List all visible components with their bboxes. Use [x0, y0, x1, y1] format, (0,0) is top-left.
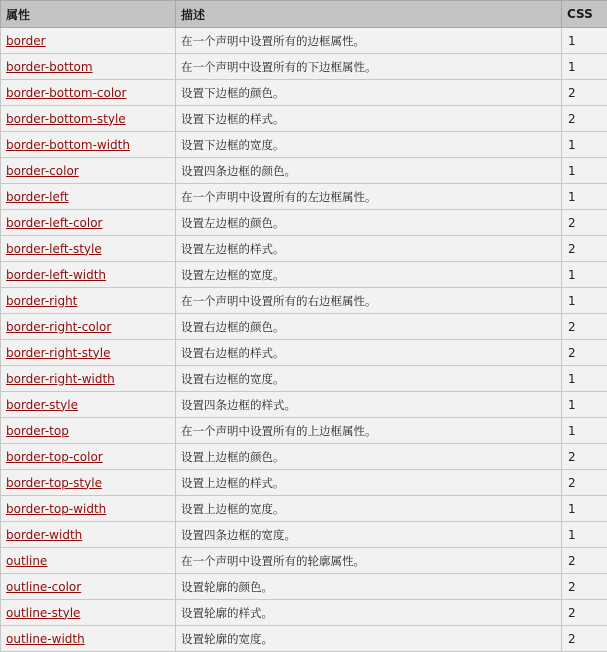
header-description: 描述: [176, 1, 562, 28]
description-cell: 设置右边框的颜色。: [176, 314, 562, 340]
property-cell: [1, 54, 176, 80]
header-row: [1, 1, 607, 28]
property-cell: [1, 470, 176, 496]
table-row: [1, 470, 607, 496]
description-cell: 设置左边框的宽度。: [176, 262, 562, 288]
table-row: [1, 418, 607, 444]
property-cell: [1, 574, 176, 600]
description-cell: 设置下边框的宽度。: [176, 132, 562, 158]
header-property: 属性: [1, 1, 176, 28]
property-cell: [1, 132, 176, 158]
property-link[interactable]: border-top-color: [6, 450, 103, 464]
description-cell: 在一个声明中设置所有的边框属性。: [176, 28, 562, 54]
table-row: [1, 522, 607, 548]
css-version-cell: 2: [562, 210, 607, 236]
table-row: [1, 54, 607, 80]
property-cell: [1, 262, 176, 288]
property-link[interactable]: border-left-style: [6, 242, 102, 256]
property-link[interactable]: outline-color: [6, 580, 81, 594]
description-cell: 在一个声明中设置所有的左边框属性。: [176, 184, 562, 210]
table-row: [1, 80, 607, 106]
property-cell: [1, 314, 176, 340]
property-cell: [1, 522, 176, 548]
table-row: [1, 262, 607, 288]
property-link[interactable]: border-left: [6, 190, 69, 204]
css-version-cell: 2: [562, 340, 607, 366]
table-row: [1, 340, 607, 366]
property-cell: [1, 392, 176, 418]
property-cell: [1, 184, 176, 210]
description-cell: 设置上边框的颜色。: [176, 444, 562, 470]
css-version-cell: 2: [562, 444, 607, 470]
description-cell: 在一个声明中设置所有的轮廓属性。: [176, 548, 562, 574]
css-version-cell: 1: [562, 418, 607, 444]
table-row: [1, 210, 607, 236]
css-version-cell: 2: [562, 626, 607, 652]
table-row: [1, 366, 607, 392]
property-cell: [1, 158, 176, 184]
table-row: [1, 132, 607, 158]
description-cell: 设置四条边框的颜色。: [176, 158, 562, 184]
description-cell: 设置下边框的颜色。: [176, 80, 562, 106]
description-cell: 在一个声明中设置所有的下边框属性。: [176, 54, 562, 80]
table-row: [1, 626, 607, 652]
css-version-cell: 2: [562, 470, 607, 496]
table-row: [1, 444, 607, 470]
css-version-cell: 2: [562, 548, 607, 574]
property-link[interactable]: border-bottom-color: [6, 86, 126, 100]
css-version-cell: 1: [562, 54, 607, 80]
description-cell: 设置轮廓的样式。: [176, 600, 562, 626]
css-version-cell: 1: [562, 184, 607, 210]
css-version-cell: 1: [562, 28, 607, 54]
css-version-cell: 1: [562, 158, 607, 184]
css-version-cell: 1: [562, 392, 607, 418]
property-link[interactable]: border-left-color: [6, 216, 103, 230]
property-cell: [1, 210, 176, 236]
table-row: [1, 288, 607, 314]
header-css: CSS: [562, 1, 607, 28]
css-version-cell: 1: [562, 132, 607, 158]
table-row: [1, 496, 607, 522]
property-link[interactable]: border-right: [6, 294, 77, 308]
property-cell: [1, 28, 176, 54]
property-cell: [1, 626, 176, 652]
css-version-cell: 1: [562, 522, 607, 548]
description-cell: 设置右边框的样式。: [176, 340, 562, 366]
description-cell: 设置四条边框的样式。: [176, 392, 562, 418]
css-version-cell: 1: [562, 288, 607, 314]
table-row: [1, 184, 607, 210]
property-link[interactable]: outline-width: [6, 632, 85, 646]
table-header: [1, 1, 607, 28]
description-cell: 设置上边框的样式。: [176, 470, 562, 496]
css-version-cell: 1: [562, 262, 607, 288]
table-row: [1, 314, 607, 340]
table-row: [1, 236, 607, 262]
css-version-cell: 2: [562, 600, 607, 626]
css-version-cell: 2: [562, 106, 607, 132]
property-link[interactable]: border-top-style: [6, 476, 102, 490]
property-link[interactable]: border-right-color: [6, 320, 111, 334]
css-version-cell: 2: [562, 80, 607, 106]
property-link[interactable]: border-style: [6, 398, 78, 412]
description-cell: 设置轮廓的颜色。: [176, 574, 562, 600]
property-link[interactable]: border-top-width: [6, 502, 106, 516]
property-cell: [1, 80, 176, 106]
description-cell: 设置左边框的颜色。: [176, 210, 562, 236]
description-cell: 设置右边框的宽度。: [176, 366, 562, 392]
table-body: [1, 28, 607, 652]
property-link[interactable]: border: [6, 34, 46, 48]
property-link[interactable]: border-left-width: [6, 268, 106, 282]
description-cell: 在一个声明中设置所有的上边框属性。: [176, 418, 562, 444]
table-row: [1, 548, 607, 574]
property-cell: [1, 288, 176, 314]
property-cell: [1, 340, 176, 366]
property-cell: [1, 600, 176, 626]
description-cell: 在一个声明中设置所有的右边框属性。: [176, 288, 562, 314]
property-link[interactable]: outline-style: [6, 606, 80, 620]
css-version-cell: 1: [562, 366, 607, 392]
property-cell: [1, 444, 176, 470]
table-row: [1, 28, 607, 54]
property-link[interactable]: border-width: [6, 528, 82, 542]
property-link[interactable]: border-right-width: [6, 372, 115, 386]
table-row: [1, 600, 607, 626]
table-row: [1, 106, 607, 132]
property-cell: [1, 418, 176, 444]
property-cell: [1, 366, 176, 392]
description-cell: 设置下边框的样式。: [176, 106, 562, 132]
description-cell: 设置轮廓的宽度。: [176, 626, 562, 652]
table-row: [1, 574, 607, 600]
description-cell: 设置四条边框的宽度。: [176, 522, 562, 548]
property-link[interactable]: border-bottom-style: [6, 112, 126, 126]
property-cell: [1, 106, 176, 132]
table-row: [1, 158, 607, 184]
table-row: [1, 392, 607, 418]
property-link[interactable]: border-color: [6, 164, 79, 178]
property-link[interactable]: border-bottom-width: [6, 138, 130, 152]
property-link[interactable]: border-right-style: [6, 346, 110, 360]
css-version-cell: 1: [562, 496, 607, 522]
property-cell: [1, 496, 176, 522]
description-cell: 设置左边框的样式。: [176, 236, 562, 262]
css-version-cell: 2: [562, 236, 607, 262]
property-link[interactable]: border-top: [6, 424, 69, 438]
css-version-cell: 2: [562, 314, 607, 340]
property-link[interactable]: outline: [6, 554, 47, 568]
property-cell: [1, 236, 176, 262]
property-link[interactable]: border-bottom: [6, 60, 93, 74]
property-cell: [1, 548, 176, 574]
description-cell: 设置上边框的宽度。: [176, 496, 562, 522]
css-version-cell: 2: [562, 574, 607, 600]
